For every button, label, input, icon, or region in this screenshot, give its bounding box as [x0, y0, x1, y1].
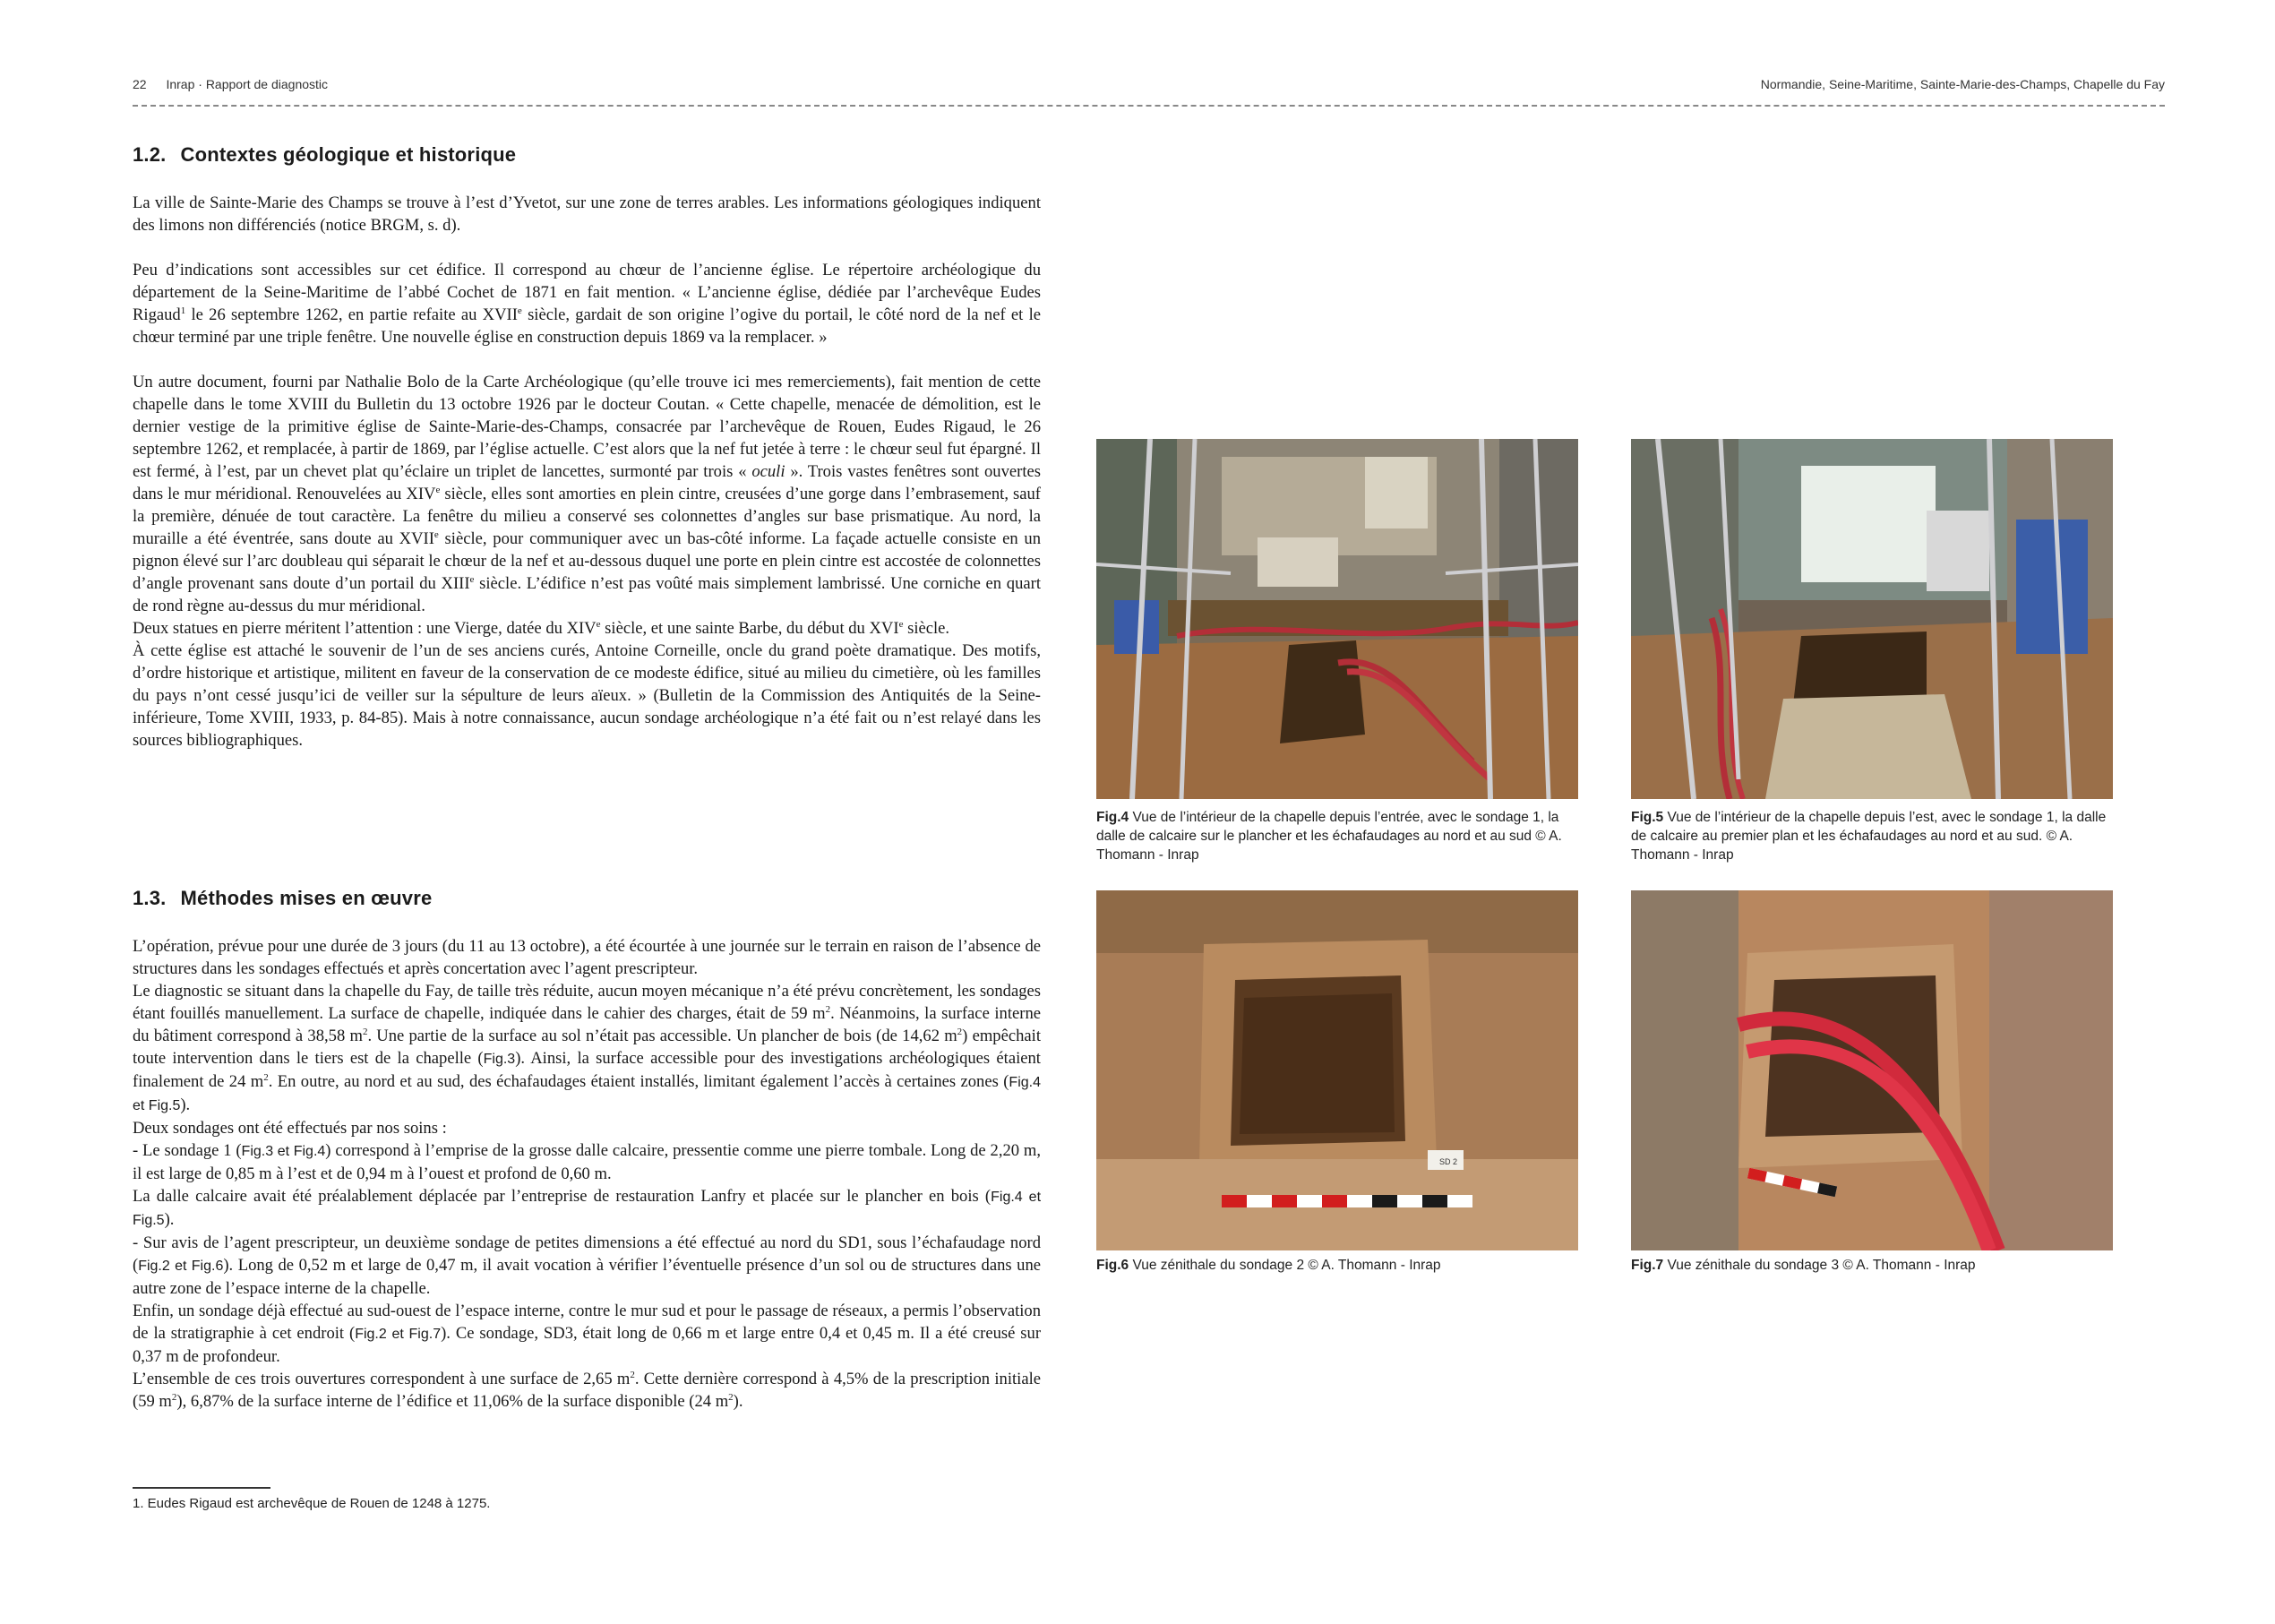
- section-heading: [133, 143, 1041, 167]
- paragraph-corneille: À cette église est attaché le souvenir de l’un de ses anciens curés, Antoine Corneille, oncle du grand poète dramatique. Des motifs, d’ordre historique et artistique, militent en faveur de la conservation de ce modeste édifice, situé au milieu du cimetière, où les familles du pays n’ont cessé jusqu’ici de veiller sur la sépulture de leurs aïeux. » (Bulletin de la Commission des Antiquités de la Seine-inférieure, Tome XVIII, 1933, p. 84-85). Mais à notre connaissance, aucun sondage archéologique n’a été fait ou n’est relayé dans les sources bibliographiques.: [133, 641, 1041, 750]
- header-rule: [133, 105, 2165, 107]
- paragraph-cochet: Peu d’indications sont accessibles sur cet édifice. Il correspond au chœur de l’ancienne église. Le répertoire archéologique du département de la Seine-Maritime de l’abbé Cochet de 1871 en fait mention. « L’ancienne église, dédiée par l’archevêque Eudes Rigaud$^1$ le 26 septembre 1262, en partie refaite au XVIIe siècle, gardait de son origine l’ogive du portail, le côté nord de la nef et le chœur terminé par une triple fenêtre. Une nouvelle église en construction depuis 1869 va la remplacer. »: [133, 261, 1042, 347]
- figure-link[interactable]: Fig.3: [483, 1052, 516, 1067]
- paragraph-total: L’ensemble de ces trois ouvertures correspondent à une surface de 2,65 $m^2$. Cette dernière correspond à 4,5% de la prescription initiale (59 $m^2$), 6,87% de la surface interne de l’édifice et 11,06% de la surface disponible (24 $m^2$).: [133, 1369, 1041, 1411]
- paragraph-bulletin: Un autre document, fourni par Nathalie Bolo de la Carte Archéologique (qu’elle trouve ici mes remerciements), fait mention de cette chapelle dans le tome XVIII du Bulletin du 13 octobre 1926 par le docteur Coutan. « Cette chapelle, menacée de démolition, est le dernier vestige de la primitive église de Sainte-Marie-des-Champs, consacrée par l’archevêque de Rouen, Eudes Rigaud, le 26 septembre 1262, et remplacée, à partir de 1869, par l’église actuelle. C’est alors que la nef fut jetée à terre : le chœur seul fut épargné. Il est fermé, à l’est, par un chevet plat qu’éclaire un triplet de lancettes, surmonté par trois « oculi ». Trois vastes fenêtres sont ouvertes dans le mur méridional. Renouvelées au XIVe siècle, elles sont amorties en plein cintre, creusées d’une gorge dans l’embrasement, sauf la première, dénuée de tout caractère. La fenêtre du milieu a conservé ses colonnettes d’angles sur base prismatique. Au nord, la muraille a été éventrée, sans doute au XVIIe siècle, pour communiquer avec un bas-côté informe. La façade actuelle consiste en un pignon élevé sur l’arc doubleau qui séparait le chœur de la nef et au-dessous duquel une porte en plein cintre est accostée de colonnettes d’angle provenant sans doute d’un portail du XIIIe siècle. L’édifice n’est pas voûté mais simplement lambrissé. Une corniche en quart de rond règne au-dessus du mur méridional.: [133, 373, 1042, 615]
- figure-link[interactable]: Fig.2 et Fig.7: [355, 1327, 442, 1342]
- sondage-tag: SD 2: [1439, 1157, 1458, 1166]
- figure-label: Fig.5: [1631, 810, 1664, 825]
- section-number: 1.3.: [133, 887, 167, 909]
- paragraph-dalle: La dalle calcaire avait été préalablement déplacée par l’entreprise de restauration Lanfry et placée sur le plancher en bois (Fig.4 et Fig.5).: [133, 1187, 1042, 1229]
- fig4-photo: [1096, 439, 1578, 799]
- figure-link[interactable]: Fig.3 et Fig.4: [241, 1144, 326, 1159]
- footnote: 1. Eudes Rigaud est archevêque de Rouen de 1248 à 1275.: [133, 1496, 491, 1511]
- page-number: 22: [133, 77, 147, 91]
- running-header-right: Normandie, Seine-Maritime, Sainte-Marie-des-Champs, Chapelle du Fay: [1760, 77, 2165, 91]
- figure-link[interactable]: Fig.4 et Fig.5: [133, 1190, 1042, 1228]
- figure-label: Fig.4: [1096, 810, 1129, 825]
- section-heading: [133, 887, 1041, 910]
- paragraph-statues: Deux statues en pierre méritent l’attention : une Vierge, datée du XIVe siècle, et une sainte Barbe, du début du XVIe siècle.: [133, 618, 950, 638]
- fig6-caption: Fig.6 Vue zénithale du sondage 2 © A. Thomann - Inrap: [1096, 1258, 1441, 1273]
- fig4-caption: Fig.4 Vue de l’intérieur de la chapelle depuis l’entrée, avec le sondage 1, la dalle de calcaire sur le plancher et les échafaudages au nord et au sud © A. Thomann - Inrap: [1096, 810, 1562, 863]
- section-title: Contextes géologique et historique: [180, 143, 517, 166]
- section-title: Méthodes mises en œuvre: [180, 887, 433, 909]
- figure-link[interactable]: Fig.2 et Fig.6: [138, 1259, 224, 1274]
- report-title: Inrap · Rapport de diagnostic: [166, 77, 329, 91]
- paragraph-surface: Le diagnostic se situant dans la chapelle du Fay, de taille très réduite, aucun moyen mécanique n’a été prévu concrètement, les sondages étant fouillés manuellement. La surface de chapelle, indiquée dans le cahier des charges, était de 59 $m^2$. Néanmoins, la surface interne du bâtiment correspond à 38,58 $m^2$. Une partie de la surface au sol n’était pas accessible. Un plancher de bois (de 14,62 $m^2$) empêchait toute intervention dans le tiers est de la chapelle (Fig.3). Ainsi, la surface accessible pour des investigations archéologiques étaient finalement de 24 $m^2$. En outre, au nord et au sud, des échafaudages étaient installés, limitant également l’accès à certaines zones (Fig.4 et Fig.5).: [133, 982, 1041, 1114]
- paragraph-operation: L’opération, prévue pour une durée de 3 jours (du 11 au 13 octobre), a été écourtée à une journée sur le terrain en raison de l’absence de structures dans les sondages effectués et après concertation avec l’agent prescripteur.: [133, 937, 1041, 978]
- paragraph-sondages-intro: Deux sondages ont été effectués par nos soins :: [133, 1119, 447, 1138]
- section-number: 1.2.: [133, 143, 167, 166]
- footnote-rule: [133, 1487, 270, 1489]
- fig6-photo: [1096, 890, 1578, 1250]
- figure-label: Fig.7: [1631, 1258, 1664, 1273]
- figure-link[interactable]: Fig.4 et Fig.5: [133, 1075, 1041, 1113]
- paragraph-sondage-1: - Le sondage 1 (Fig.3 et Fig.4) correspond à l’emprise de la grosse dalle calcaire, pressentie comme une pierre tombale. Long de 2,20 m, il est large de 0,85 m à l’est et de 0,94 m à l’ouest et profond de 0,60 m.: [133, 1141, 1042, 1183]
- fig5-photo: [1631, 439, 2113, 799]
- fig7-caption: Fig.7 Vue zénithale du sondage 3 © A. Thomann - Inrap: [1631, 1258, 1976, 1273]
- figure-label: Fig.6: [1096, 1258, 1129, 1273]
- section-geology-history: [133, 143, 1041, 752]
- footnote-ref[interactable]: 1: [180, 305, 186, 316]
- paragraph-sondage-3: Enfin, un sondage déjà effectué au sud-ouest de l’espace interne, contre le mur sud et pour le passage de réseaux, a permis l’observation de la stratigraphie à cet endroit (Fig.2 et Fig.7). Ce sondage, SD3, était long de 0,66 m et large entre 0,4 et 0,45 m. Il a été creusé sur 0,37 m de profondeur.: [133, 1302, 1042, 1366]
- section-methods: [133, 887, 1041, 1413]
- fig7-photo: [1631, 890, 2113, 1250]
- fig5-caption: Fig.5 Vue de l’intérieur de la chapelle depuis l’est, avec le sondage 1, la dalle de calcaire au premier plan et les échafaudages au nord et au sud. © A. Thomann - Inrap: [1631, 810, 2107, 863]
- paragraph-sondage-2: - Sur avis de l’agent prescripteur, un deuxième sondage de petites dimensions a été effectué au nord du SD1, sous l’échafaudage nord (Fig.2 et Fig.6). Long de 0,52 m et large de 0,47 m, il avait vocation à vérifier l’éventuelle présence d’un sol ou de structures dans une autre zone de l’espace interne de la chapelle.: [133, 1233, 1041, 1298]
- running-header-left: [133, 77, 328, 91]
- paragraph-geology: La ville de Sainte-Marie des Champs se trouve à l’est d’Yvetot, sur une zone de terres arables. Les informations géologiques indiquent des limons non différenciés (notice BRGM, s. d).: [133, 193, 1041, 235]
